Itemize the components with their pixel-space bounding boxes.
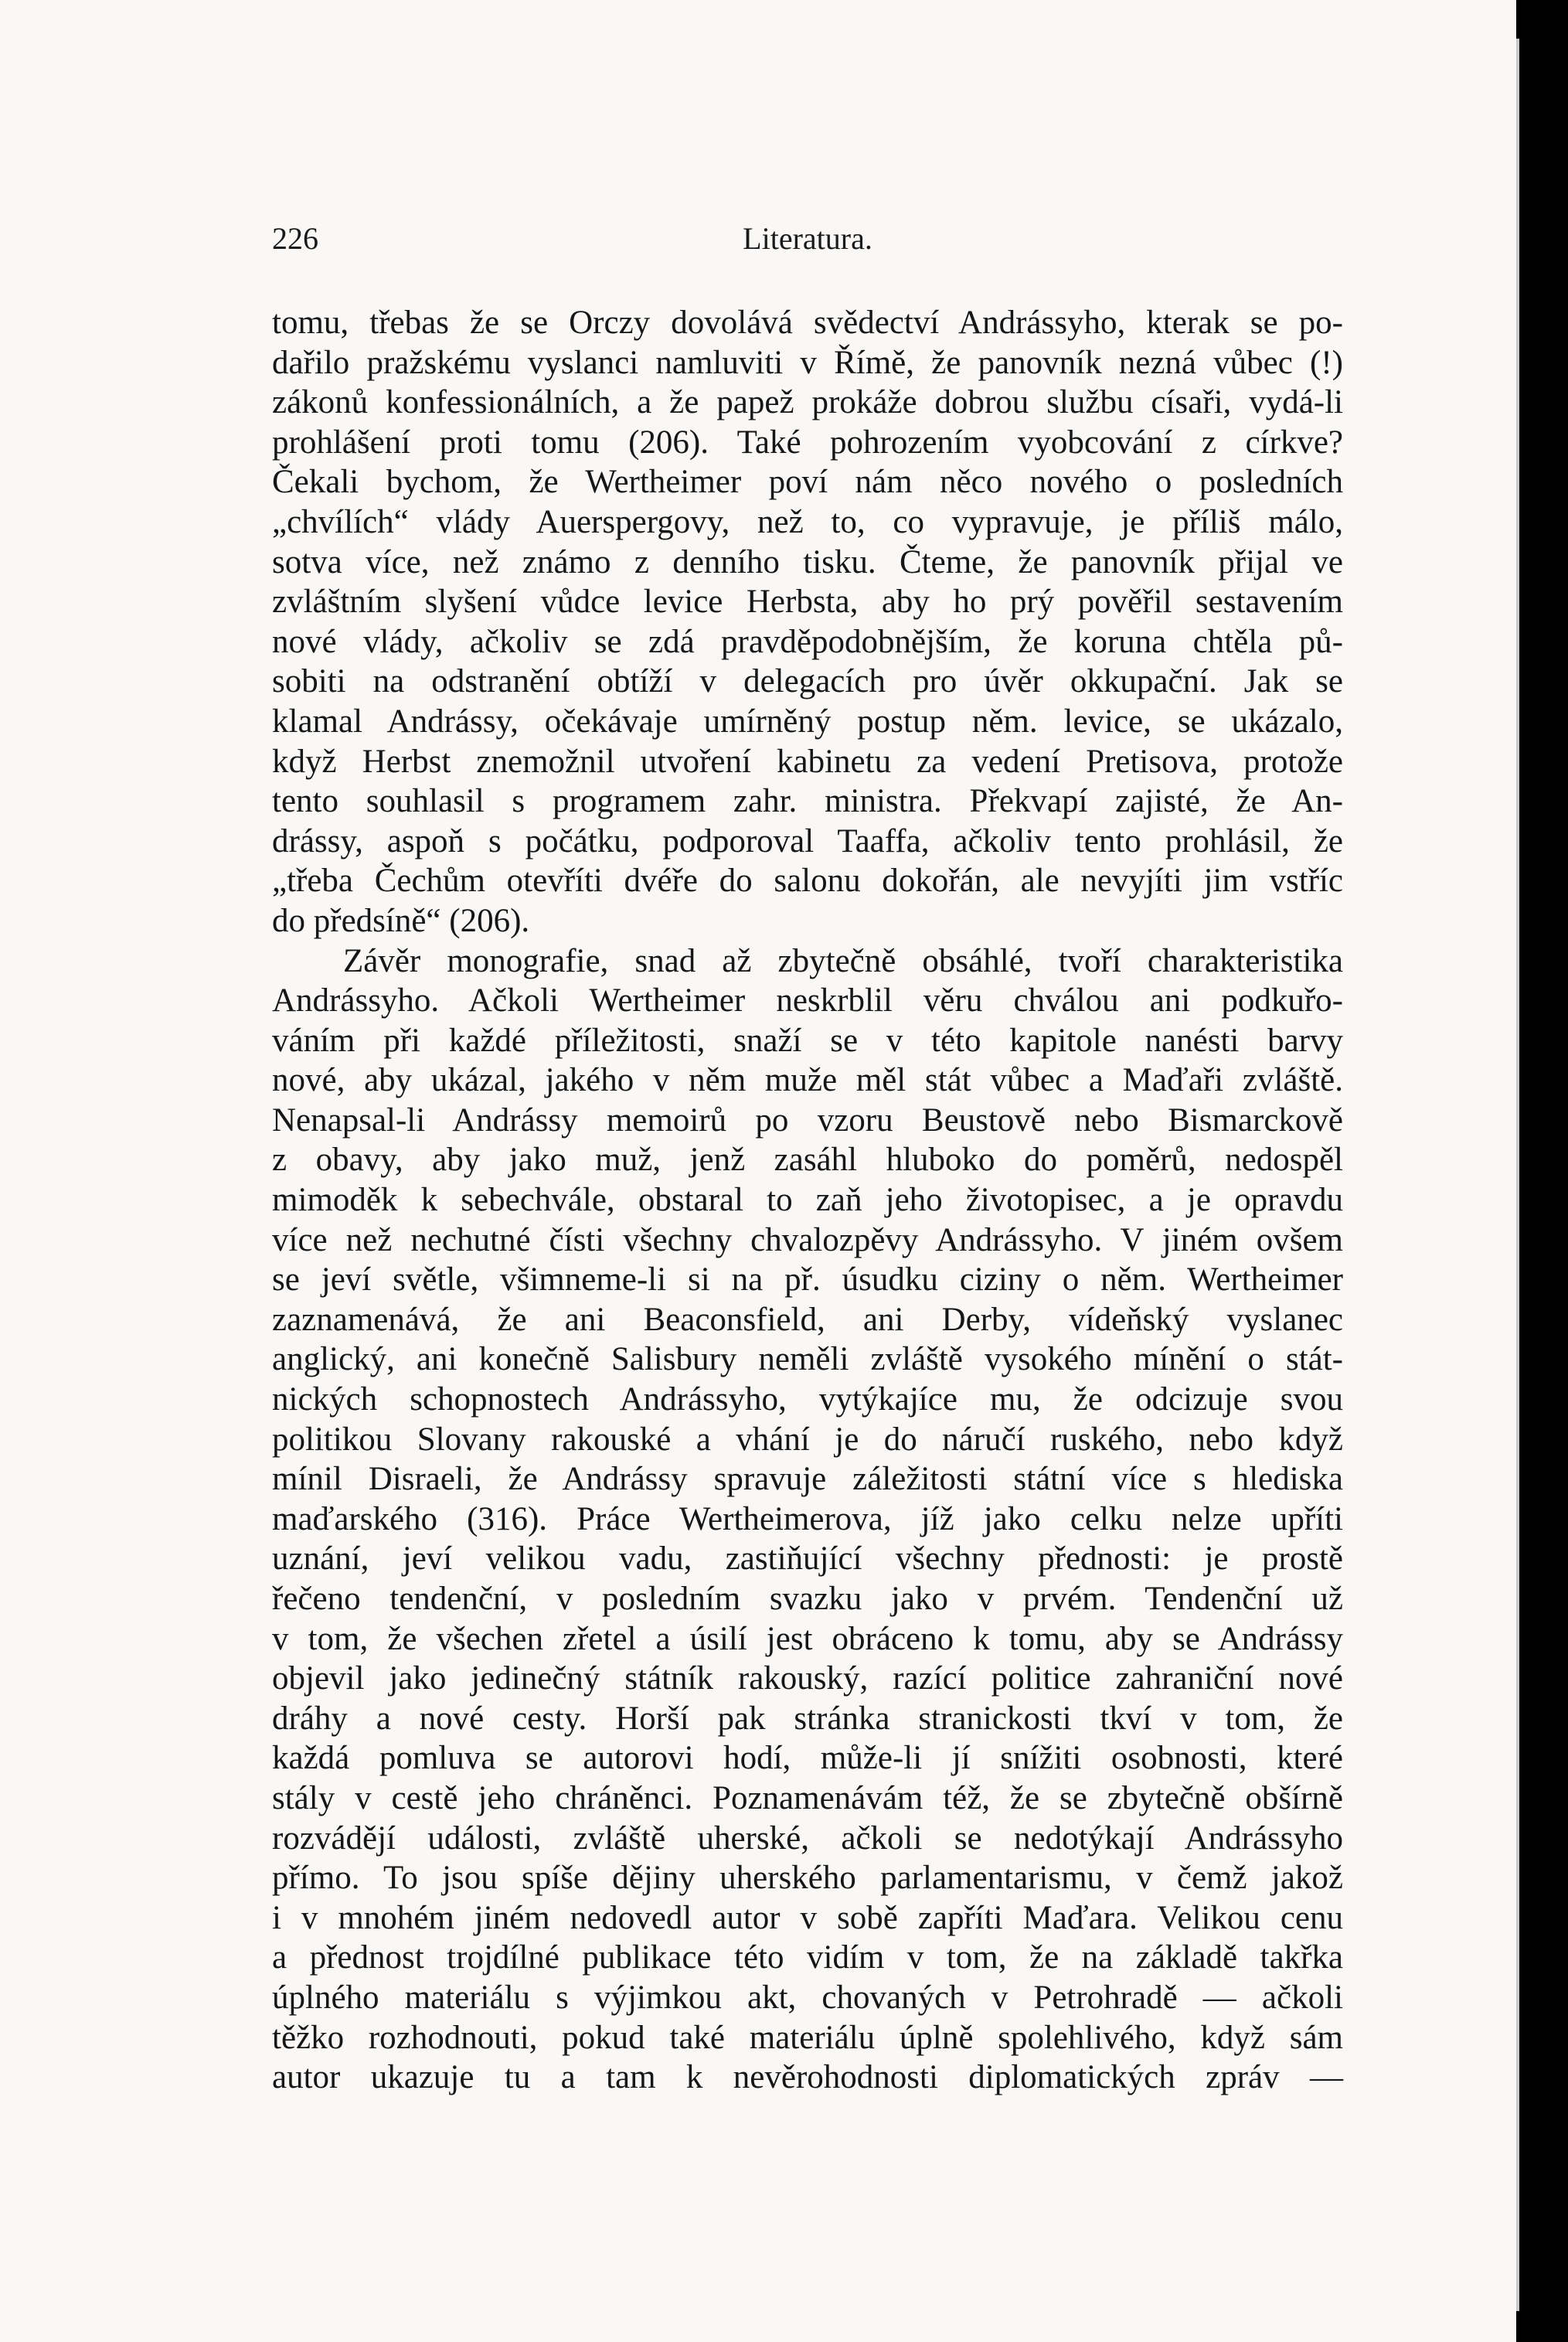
text-line: i v mnohém jiném nedovedl autor v sobě zapříti Maďara. Velikou cenu: [272, 1899, 1343, 1936]
text-line: Nenapsal-li Andrássy memoirů po vzoru Beustově nebo Bismarckově: [272, 1101, 1343, 1139]
text-line: se jeví světle, všimneme-li si na př. úsudku ciziny o něm. Wertheimer: [272, 1261, 1343, 1299]
text-line: váním při každé příležitosti, snaží se v této kapitole nanésti barvy: [272, 1022, 1343, 1059]
text-line: a přednost trojdílné publikace této vidím v tom, že na základě takřka: [272, 1939, 1343, 1976]
text-line: drássy, aspoň s počátku, podporoval Taaffa, ačkoliv tento prohlásil, že: [272, 822, 1343, 860]
text-line: v tom, že všechen zřetel a úsilí jest obráceno k tomu, aby se Andrássy: [272, 1620, 1343, 1657]
page-edge-divider: [1516, 39, 1519, 2311]
text-line: „chvílích“ vlády Auerspergovy, než to, co vypravuje, je příliš málo,: [272, 503, 1343, 540]
text-line: anglický, ani konečně Salisbury neměli zvláště vysokého mínění o stát-: [272, 1341, 1343, 1378]
text-line: Andrássyho. Ačkoli Wertheimer neskrblil věru chválou ani podkuřo-: [272, 982, 1343, 1020]
body-text: [272, 303, 1343, 2098]
text-line: více než nechutné čísti všechny chvalozpěvy Andrássyho. V jiném ovšem: [272, 1221, 1343, 1258]
text-line: zvláštním slyšení vůdce levice Herbsta, aby ho prý pověřil sestavením: [272, 584, 1343, 621]
text-line: když Herbst znemožnil utvoření kabinetu za vedení Pretisova, protože: [272, 743, 1343, 780]
text-line: přímo. To jsou spíše dějiny uherského parlamentarismu, v čemž jakož: [272, 1860, 1343, 1897]
text-line: dráhy a nové cesty. Horší pak stránka stranickosti tkví v tom, že: [272, 1700, 1343, 1737]
running-title: Literatura.: [743, 221, 872, 256]
text-line: politikou Slovany rakouské a vhání je do náručí ruského, nebo když: [272, 1421, 1343, 1458]
text-line: mimoděk k sebechvále, obstaral to zaň jeho životopisec, a je opravdu: [272, 1182, 1343, 1219]
text-line: řečeno tendenční, v posledním svazku jako v prvém. Tendenční už: [272, 1581, 1343, 1617]
text-line: uznání, jeví velikou vadu, zastiňující všechny přednosti: je prostě: [272, 1540, 1343, 1578]
text-line: maďarského (316). Práce Wertheimerova, jíž jako celku nelze upříti: [272, 1500, 1343, 1537]
text-line: tomu, třebas že se Orczy dovolává svědectví Andrássyho, kterak se po-: [272, 305, 1343, 341]
text-line: nických schopnostech Andrássyho, vytýkajíce mu, že odcizuje svou: [272, 1381, 1343, 1418]
text-line: rozvádějí události, zvláště uherské, ačkoli se nedotýkají Andrássyho: [272, 1819, 1343, 1857]
page-header: [272, 220, 1343, 267]
text-line: Závěr monografie, snad až zbytečně obsáhlé, tvoří charakteristika: [343, 942, 1343, 979]
text-line: mínil Disraeli, že Andrássy spravuje záležitosti státní více s hlediska: [272, 1461, 1343, 1498]
text-line: nové, aby ukázal, jakého v něm muže měl stát vůbec a Maďaři zvláště.: [272, 1062, 1343, 1099]
text-line: objevil jako jedinečný státník rakouský, razící politice zahraniční nové: [272, 1660, 1343, 1697]
text-line: úplného materiálu s výjimkou akt, chovaných v Petrohradě — ačkoli: [272, 1979, 1343, 2016]
text-line: tento souhlasil s programem zahr. ministra. Překvapí zajisté, že An-: [272, 783, 1343, 820]
text-line: Čekali bychom, že Wertheimer poví nám něco nového o posledních: [272, 464, 1343, 501]
text-line: prohlášení proti tomu (206). Také pohrozením vyobcování z církve?: [272, 424, 1343, 461]
text-line: těžko rozhodnouti, pokud také materiálu úplně spolehlivého, když sám: [272, 2019, 1343, 2056]
page-number: 226: [272, 221, 318, 256]
text-line: zákonů konfessionálních, a že papež prokáže dobrou službu císaři, vydá-li: [272, 384, 1343, 421]
text-line: dařilo pražskému vyslanci namluviti v Římě, že panovník nezná vůbec (!): [272, 344, 1343, 381]
text-line: stály v cestě jeho chráněnci. Poznamenávám též, že se zbytečně obšírně: [272, 1779, 1343, 1816]
text-line: sotva více, než známo z denního tisku. Čteme, že panovník přijal ve: [272, 543, 1343, 580]
text-line: sobiti na odstranění obtíží v delegacích pro úvěr okkupační. Jak se: [272, 663, 1343, 700]
text-line: autor ukazuje tu a tam k nevěrohodnosti diplomatických zpráv —: [272, 2059, 1343, 2096]
text-line: do předsíně“ (206).: [272, 902, 530, 939]
text-line: klamal Andrássy, očekávaje umírněný postup něm. levice, se ukázalo,: [272, 703, 1343, 740]
text-line: nové vlády, ačkoliv se zdá pravděpodobnějším, že koruna chtěla pů-: [272, 623, 1343, 660]
text-line: „třeba Čechům otevříti dvéře do salonu dokořán, ale nevyjíti jim vstříc: [272, 863, 1343, 900]
text-line: každá pomluva se autorovi hodí, může-li jí snížiti osobnosti, které: [272, 1740, 1343, 1777]
text-line: zaznamenává, že ani Beaconsfield, ani Derby, vídeňský vyslanec: [272, 1301, 1343, 1338]
text-line: z obavy, aby jako muž, jenž zasáhl hluboko do poměrů, nedospěl: [272, 1142, 1343, 1179]
